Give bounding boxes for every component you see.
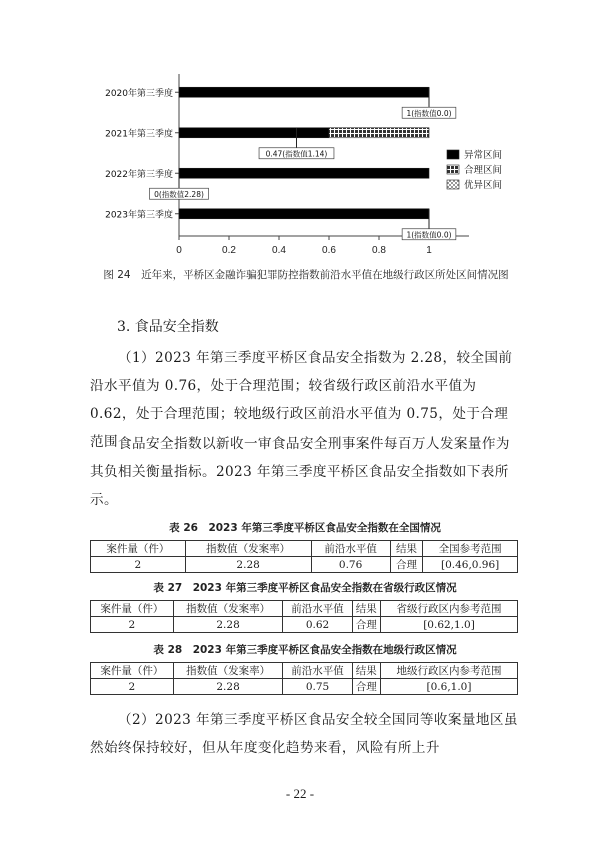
table-cell: 合理: [352, 617, 380, 633]
data-label: 1(指数值0.0): [406, 108, 452, 118]
table-26: [90, 540, 518, 573]
table-row: [91, 617, 518, 633]
x-tick-label: 0: [176, 245, 182, 256]
header-cell: 结果: [352, 601, 380, 617]
header-cell: 指数值（发案率）: [173, 663, 283, 679]
header-cell: 全国参考范围: [423, 541, 518, 557]
table-27: [90, 600, 518, 633]
header-cell: 结果: [390, 541, 423, 557]
y-category-label: 2023年第三季度: [105, 210, 173, 221]
table-cell: 合理: [390, 557, 423, 573]
x-tick-label: 0.8: [372, 245, 386, 256]
table-26-caption: 表 26 2023 年第三季度平桥区食品安全指数在全国情况: [169, 522, 441, 534]
table-cell: 2.28: [185, 557, 311, 573]
table-27-caption: 表 27 2023 年第三季度平桥区食品安全指数在省级行政区情况: [153, 582, 457, 594]
y-category-label: 2022年第三季度: [105, 169, 173, 180]
header-cell: 案件量（件）: [91, 541, 186, 557]
table-header-row: [91, 601, 518, 617]
header-cell: 指数值（发案率）: [185, 541, 311, 557]
header-cell: 案件量（件）: [91, 601, 174, 617]
table-header-row: [91, 541, 518, 557]
data-label: 0(指数值2.28): [154, 189, 204, 199]
data-label: 0.47(指数值1.14): [265, 149, 328, 159]
table-cell: 2: [91, 557, 186, 573]
range-bar-chart: [95, 70, 535, 270]
table-row: [91, 679, 518, 695]
legend-label: 优异区间: [464, 180, 503, 191]
table-cell: 合理: [352, 679, 380, 695]
section-heading: 3. 食品安全指数: [117, 319, 219, 335]
table-cell: [0.46,0.96]: [423, 557, 518, 573]
header-cell: 案件量（件）: [91, 663, 174, 679]
bar-异常区间: [179, 209, 429, 219]
legend-swatch: [447, 150, 459, 159]
table-header-row: [91, 663, 518, 679]
header-cell: 前沿水平值: [283, 663, 352, 679]
table-cell: 0.76: [311, 557, 390, 573]
page-number: - 22 -: [285, 786, 315, 801]
bar-合理区间: [329, 128, 429, 138]
header-cell: 指数值（发案率）: [173, 601, 283, 617]
table-cell: 0.62: [283, 617, 352, 633]
closing-paragraph: （2）2023 年第三季度平桥区食品安全较全国同等收案量地区虽然始终保持较好，但从年度变化趋势来看，风险有所上升: [90, 712, 518, 756]
table-cell: 2: [91, 679, 174, 695]
y-category-label: 2020年第三季度: [105, 88, 173, 99]
table-cell: 2: [91, 617, 174, 633]
header-cell: 结果: [352, 663, 380, 679]
x-tick-label: 0.4: [272, 245, 286, 256]
bar-异常区间: [179, 128, 329, 138]
header-cell: 前沿水平值: [283, 601, 352, 617]
legend-swatch: [447, 165, 459, 174]
x-tick-label: 0.2: [222, 245, 236, 256]
x-tick-label: 0.6: [322, 245, 336, 256]
table-cell: [0.62,1.0]: [381, 617, 518, 633]
figure-caption: 图 24 近年来，平桥区金融诈骗犯罪防控指数前沿水平值在地级行政区所处区间情况图: [103, 269, 509, 281]
legend-label: 合理区间: [464, 165, 503, 176]
bar-异常区间: [179, 168, 429, 178]
bar-异常区间: [179, 87, 429, 97]
x-tick-label: 1: [426, 245, 432, 256]
legend-swatch: [447, 180, 459, 189]
header-cell: 省级行政区内参考范围: [381, 601, 518, 617]
paragraph-1: （1）2023 年第三季度平桥区食品安全指数为 2.28，较全国前沿水平值为 0.76，处于合理范围；较省级行政区前沿水平值为 0.62，处于合理范围；较地级行政区前沿水平值为 0.75，处于合理范围: [90, 350, 513, 450]
header-cell: 地级行政区内参考范围: [381, 663, 518, 679]
legend-label: 异常区间: [464, 150, 503, 161]
table-cell: 0.75: [283, 679, 352, 695]
paragraph-2: 食品安全指数以新收一审食品安全刑事案件每百万人发案量作为其负相关衡量指标。2023 年第三季度平桥区食品安全指数如下表所示。: [90, 436, 510, 508]
table-cell: 2.28: [173, 679, 283, 695]
table-cell: 2.28: [173, 617, 283, 633]
table-28-caption: 表 28 2023 年第三季度平桥区食品安全指数在地级行政区情况: [153, 644, 457, 656]
y-category-label: 2021年第三季度: [105, 129, 173, 140]
table-28: [90, 662, 518, 695]
table-row: [91, 557, 518, 573]
data-label: 1(指数值0.0): [406, 230, 452, 240]
table-cell: [0.6,1.0]: [381, 679, 518, 695]
header-cell: 前沿水平值: [311, 541, 390, 557]
